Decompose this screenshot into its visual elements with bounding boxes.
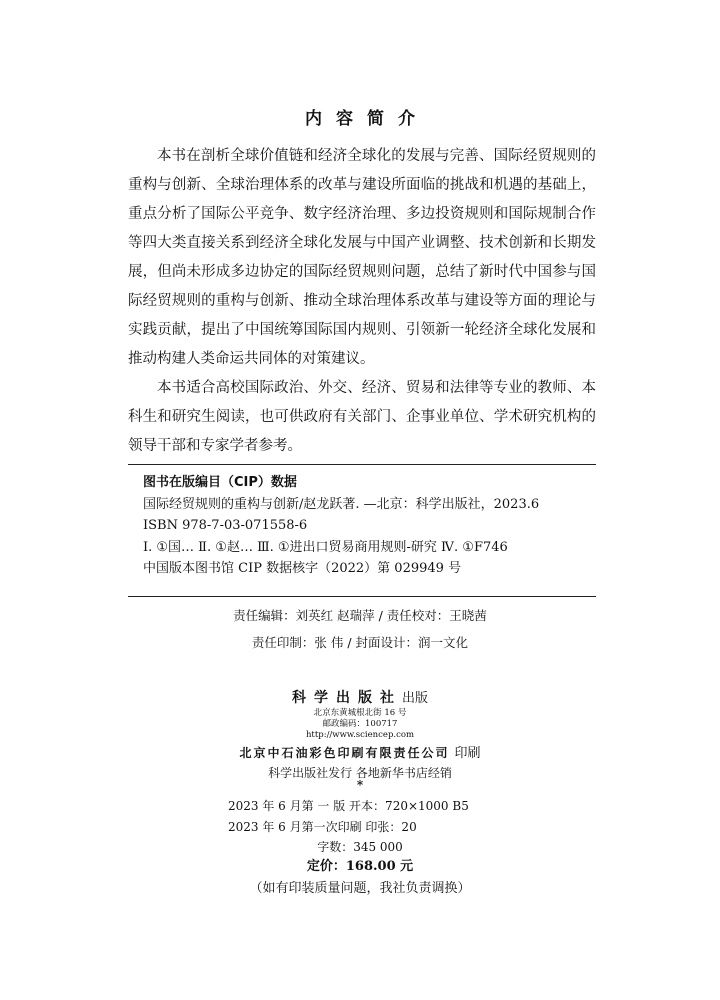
cip-line-record: 中国版本图书馆 CIP 数据核字（2022）第 029949 号 [143, 561, 462, 576]
printer-suffix: 印刷 [454, 746, 481, 761]
edition-line: 2023 年 6 月第 一 版 开本：720×1000 B5 [228, 799, 469, 813]
quality-note: （如有印装质量问题，我社负责调换） [249, 881, 471, 896]
cip-top-rule [128, 464, 596, 465]
publisher-line [0, 687, 720, 707]
cip-line-title: 国际经贸规则的重构与创新/赵龙跃著. —北京：科学出版社，2023.6 [143, 496, 540, 512]
printing-line: 2023 年 6 月第一次印刷 印张：20 [228, 820, 417, 834]
credits-editors: 责任编辑：刘英红 赵瑞萍 / 责任校对：王晓茜 [233, 608, 487, 623]
cip-line-subjects: Ⅰ. ①国… Ⅱ. ①赵… Ⅲ. ①进出口贸易商用规则-研究 Ⅳ. ①F746 [143, 539, 508, 555]
price: 定价：168.00 元 [306, 859, 414, 874]
cip-line-isbn: ISBN 978-7-03-071558-6 [143, 518, 308, 533]
summary-paragraph-1: 本书在剖析全球价值链和经济全球化的发展与完善、国际经贸规则的重构与创新、全球治理体系的改革与建设所面临的挑战和机遇的基础上，重点分析了国际公平竞争、数字经济治理、多边投资规则和国际规制合作等四大类直接关系到经济全球化发展与中国产业调整、技术创新和长期发展，但尚未形成多边协定的国际经贸规则问题，总结了新时代中国参与国际经贸规则的重构与创新、推动全球治理体系改革与建设等方面的理论与实践贡献，提出了中国统筹国际国内规则、引领新一轮经济全球化发展和推动构建人类命运共同体的对策建议。 [128, 148, 596, 367]
separator-star: * [356, 778, 364, 792]
summary-paragraph-2: 本书适合高校国际政治、外交、经济、贸易和法律等专业的教师、本科生和研究生阅读，也可供政府有关部门、企事业单位、学术研究机构的领导干部和专家学者参考。 [128, 380, 596, 454]
summary-body [128, 142, 596, 461]
cip-heading: 图书在版编目（CIP）数据 [143, 475, 297, 490]
printer-line [0, 742, 720, 761]
publisher-postcode: 邮政编码：100717 [322, 719, 398, 729]
printer-name: 北京中石油彩色印刷有限责任公司 [239, 746, 450, 760]
word-count: 字数：345 000 [317, 840, 403, 854]
publisher-address: 北京东黄城根北街 16 号 [313, 708, 407, 718]
publisher-suffix: 出版 [401, 691, 428, 706]
summary-title: 内容简介 [305, 109, 429, 129]
cip-block [143, 472, 593, 580]
distribution-line: 科学出版社发行 各地新华书店经销 [268, 766, 452, 780]
publisher-website: http://www.sciencep.com [305, 730, 415, 740]
credits-production: 责任印制：张 伟 / 封面设计：润一文化 [251, 635, 469, 650]
publisher-name: 科学出版社 [291, 690, 402, 706]
cip-bottom-rule [128, 596, 596, 597]
